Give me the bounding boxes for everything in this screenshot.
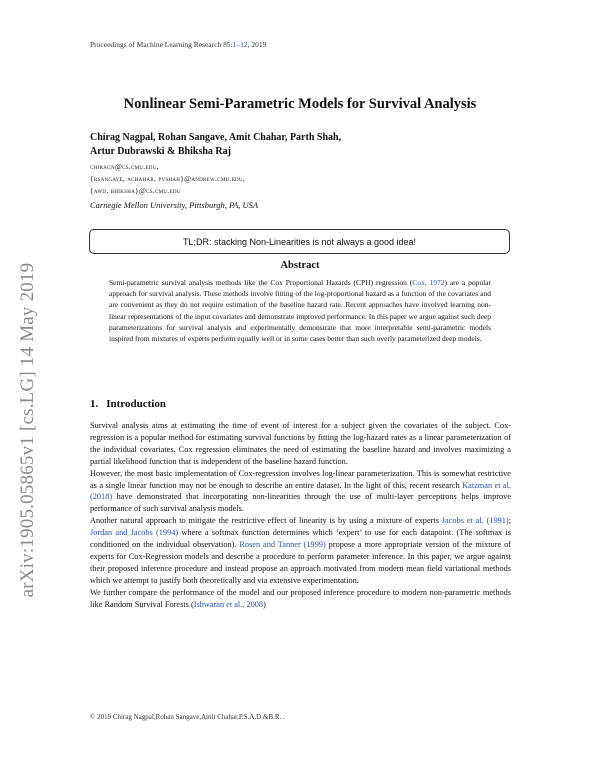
abstract-text: ) are a popular approach for survival analysis. These methods involve fitting of the log-proportional hazard as a function of the covariates and are convenient as they do not require estimation of the baseline hazard rate. Recent approaches have involved learning non-linear representations of the input covariates and demonstrate improved performance. In this paper we argue against such deep parameterizations for survival analysis and experimentally demonstrate that more interpretable semi-parametric models inspired from mixtures of experts perform equally well or in some cases better than such overly parameterized deep models. [109,278,491,344]
citation-link[interactable]: Rosen and Tanner (1999) [239,540,326,550]
journal-name: Proceedings of Machine Learning Research 85: [90,40,233,49]
paragraph [90,587,511,611]
paragraph-text: ; [508,516,512,526]
paragraph-text: have demonstrated that incorporating non-linearities through the use of multi-layer perceptrons helps improve performance of such survival analysis models. [90,492,511,514]
paragraph-text: propose a more appropriate version of the mixture of experts for Cox-Regression models and describe a procedure to perform parameter inference. In this paper, we argue against their proposed inference procedure and instead propose an approach motivated from modern mean field variational methods which we attempt to justify both theoretically and via extensive experimentation. [90,540,512,585]
author-line-2: Artur Dubrawski & Bhiksha Raj [90,146,231,157]
paragraph-text: where a softmax function determines which ‘expert’ to use for each datapoint. (The softmax is conditioned on the individual observation). [90,528,511,550]
paragraph [90,515,511,586]
tldr-box [89,229,510,254]
affiliation: Carnegie Mellon University, Pittsburgh, PA, USA [90,200,259,210]
arxiv-identifier-text: arXiv:1905.05865v1 [cs.LG] 14 May 2019 [17,262,38,598]
paragraph: Survival analysis aims at estimating the time of event of interest for a subject given the covariates of the subject. Cox-regression is a popular method for estimating survival functions by fitting the log-hazard rates as a linear parameterization of the individual covariates. Cox regression eliminates the need of estimating the baseline hazard and involves maximizing a partial likelihood function that is independent of the baseline hazard function. [90,421,511,466]
section-title-text: Introduction [106,398,166,410]
page-range-link[interactable]: 1–12 [232,40,248,49]
copyright-footer: © 2019 Chirag Nagpal,Rohan Sangave,Amit Chahar,P.S.A.D.&B.R. . [90,713,285,721]
email-line-1: chiragn@cs.cmu.edu, [90,162,159,171]
author-list [90,131,341,159]
introduction-body [90,420,511,611]
citation-link[interactable]: Jacobs et al. (1991) [441,516,509,526]
tldr-text: TL;DR: stacking Non-Linearities is not always a good idea! [182,236,417,247]
paragraph [90,468,511,516]
abstract-text: Semi-parametric survival analysis methods like the Cox Proportional Hazards (CPH) regression ( [109,278,413,287]
paragraph-text: However, the most basic implementation of Cox-regression involves log-linear parameterization. This is somewhat restrictive as a single linear function may not be enough to describe an entire dataset. In the light of this, recent research [90,468,511,490]
citation-link[interactable]: Jordan and Jacobs (1994) [90,528,179,538]
section-heading [90,398,166,410]
paragraph-text: We further compare the performance of the model and our proposed inference procedure to modern non-parametric methods like Random Survival Forests ( [90,587,511,609]
abstract-heading: Abstract [280,260,320,271]
author-line-1: Chirag Nagpal, Rohan Sangave, Amit Chahar, Parth Shah, [90,132,342,143]
abstract-body [109,277,491,344]
email-line-2: {rsangave, achahar, pvshah}@andrew.cmu.edu, [90,174,246,183]
email-line-3: {awd, bhiksha}@cs.cmu.edu [90,186,181,195]
citation-link[interactable]: Katzman et al. (2018) [90,480,511,502]
journal-year: , 2019 [247,40,267,49]
author-emails [90,161,245,197]
section-number: 1. [90,398,99,410]
running-header [90,40,266,49]
citation-link[interactable]: Cox, 1972 [412,278,445,287]
paper-title: Nonlinear Semi-Parametric Models for Survival Analysis [123,96,477,112]
paragraph-text: ) [263,599,266,609]
paragraph-text: Another natural approach to mitigate the restrictive effect of linearity is by using a mixture of experts [90,516,442,526]
citation-link[interactable]: Ishwaran et al., 2008 [193,599,264,609]
